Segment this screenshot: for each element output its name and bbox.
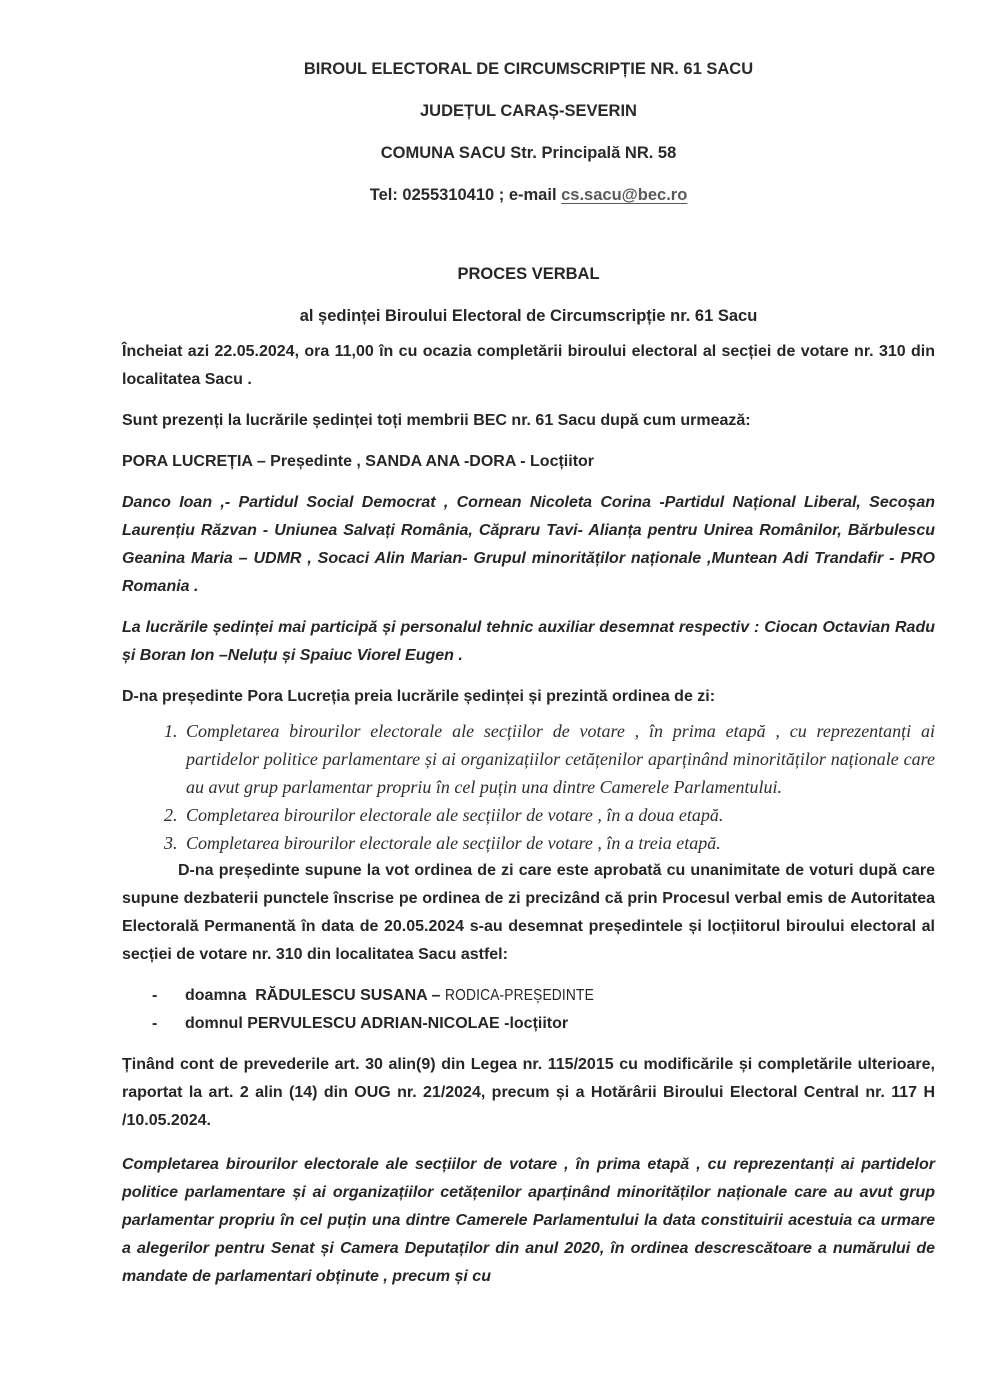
designation-item-presedinte: [122, 982, 935, 1010]
paragraph-ordinea-de-zi: D-na președinte Pora Lucreția preia lucrările ședinței și prezintă ordinea de zi:: [122, 688, 716, 705]
page-title: PROCES VERBAL: [457, 265, 600, 283]
dash-marker: -: [152, 1015, 158, 1032]
paragraph-membri: Danco Ioan ,- Partidul Social Democrat , Cornean Nicoleta Corina -Partidul Național Liberal, Secoșan Laurențiu Răzvan - Uniunea Salvați România, Căpraru Tavi- Alianța pentru Unirea Românilor, Bărbulescu Geanina Maria – UDMR , Socaci Alin Marian- Grupul minorităților naționale ,Muntean Adi Trandafir - PRO Romania .: [122, 494, 935, 595]
designation-item-loctiitor: [122, 1010, 935, 1038]
document-header: [122, 48, 935, 216]
paragraph-prezenti: Sunt prezenți la lucrările ședinței toți membrii BEC nr. 61 Sacu după cum urmează:: [122, 412, 751, 429]
agenda-list: [122, 717, 935, 857]
agenda-item-2: 2. Completarea birourilor electorale ale secțiilor de votare , în a doua etapă.: [182, 801, 935, 829]
header-bureau-name: BIROUL ELECTORAL DE CIRCUMSCRIPȚIE NR. 61 SACU: [303, 60, 754, 78]
designation-name-bold: doamna RĂDULESCU SUSANA –: [185, 987, 445, 1004]
designation-name-light: RODICA-PREȘEDINTE: [444, 987, 594, 1004]
agenda-item-3: 3. Completarea birourilor electorale ale secțiilor de votare , în a treia etapă.: [182, 829, 935, 857]
paragraph-conducere: PORA LUCREȚIA – Președinte , SANDA ANA -DORA - Locțiitor: [122, 453, 595, 470]
designation-name-bold: domnul PERVULESCU ADRIAN-NICOLAE -locțiitor: [185, 1015, 569, 1032]
header-county: JUDEȚUL CARAȘ-SEVERIN: [420, 102, 637, 120]
paragraph-supune-la-vot: D-na președinte supune la vot ordinea de zi care este aprobată cu unanimitate de voturi după care supune dezbaterii punctele înscrise pe ordinea de zi precizând că prin Procesul verbal emis de Autoritatea Electorală Permanentă în data de 20.05.2024 s-au desemnat președintele și locțiitorul biroului electoral al secției de votare nr. 310 din localitatea Sacu astfel:: [122, 862, 935, 963]
header-contact: [122, 174, 935, 216]
paragraph-completare-final: Completarea birourilor electorale ale secțiilor de votare , în prima etapă , cu reprezentanți ai partidelor politice parlamentare și ai organizațiilor cetățenilor aparținând minorităților naționale care au avut grup parlamentar propriu în cel puțin una dintre Camerele Parlamentului la data constituirii acestuia ca urmare a alegerilor pentru Senat și Camera Deputaților din anul 2020, în ordinea descrescătoare a numărului de mandate de parlamentari obținute , precum și cu: [122, 1156, 935, 1285]
paragraph-personal-tehnic: La lucrările ședinței mai participă și personalul tehnic auxiliar desemnat respectiv : Ciocan Octavian Radu și Boran Ion –Neluțu și Spaiuc Viorel Eugen .: [122, 619, 935, 664]
dash-marker: -: [152, 987, 158, 1004]
paragraph-temei-legal: Ținând cont de prevederile art. 30 alin(9) din Legea nr. 115/2015 cu modificările și completările ulterioare, raportat la art. 2 alin (14) din OUG nr. 21/2024, precum și a Hotărârii Biroului Electoral Central nr. 117 H /10.05.2024.: [122, 1056, 935, 1129]
email-link[interactable]: cs.sacu@bec.ro: [561, 186, 688, 204]
page-subtitle: al ședinței Biroului Electoral de Circumscripție nr. 61 Sacu: [299, 307, 758, 325]
agenda-item-1: 1. Completarea birourilor electorale ale secțiilor de votare , în prima etapă , cu reprezentanți ai partidelor politice parlamentare și ai organizațiilor cetățenilor aparținând minorităților naționale care au avut grup parlamentar propriu în cel puțin una dintre Camerele Parlamentului.: [182, 717, 935, 801]
header-phone: Tel: 0255310410 ; e-mail: [369, 186, 562, 204]
designation-text: [185, 982, 618, 1010]
paragraph-incheiat: Încheiat azi 22.05.2024, ora 11,00 în cu ocazia completării biroului electoral al secției de votare nr. 310 din localitatea Sacu .: [122, 343, 935, 388]
designation-list: [122, 982, 935, 1038]
header-address: COMUNA SACU Str. Principală NR. 58: [380, 144, 677, 162]
